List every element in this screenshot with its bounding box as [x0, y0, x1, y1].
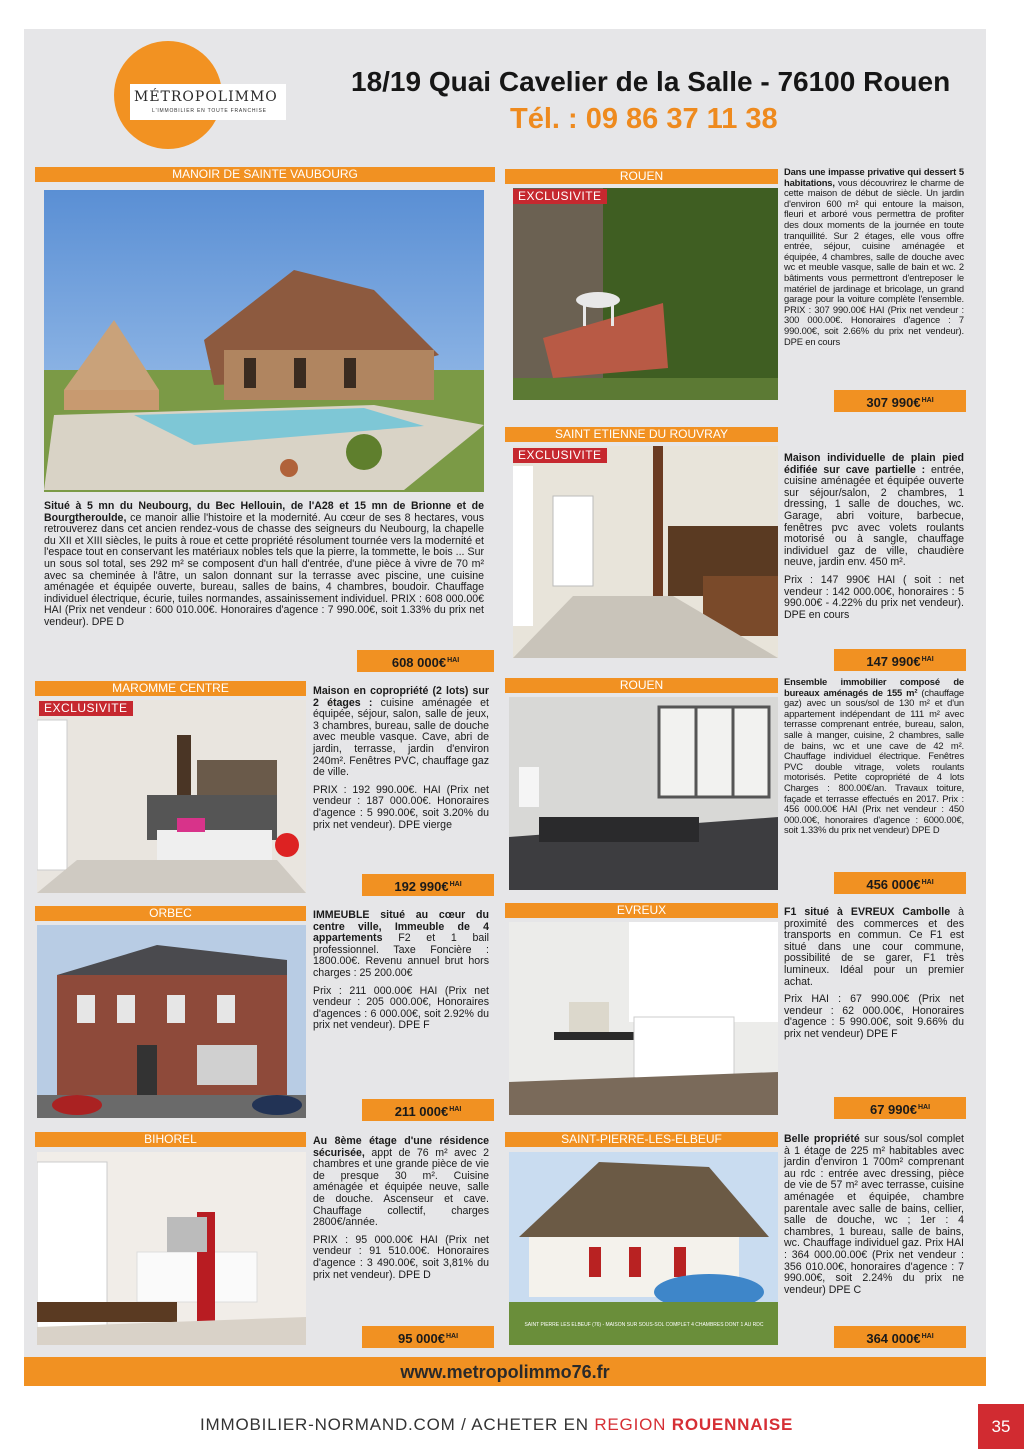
price-bihorel: [362, 1326, 494, 1348]
price-orbec: [362, 1099, 494, 1121]
price-suffix: HAI: [921, 1333, 934, 1340]
website-link[interactable]: www.metropolimmo76.fr: [400, 1362, 610, 1382]
footer-region: REGION: [594, 1415, 667, 1434]
price-rouen-1: [834, 390, 966, 412]
desc-text: appt de 76 m² avec 2 chambres et une grande pièce de vie de presque 30 m². Cuisine aménagée et équipée neuve, salle de douche. Ascenseur et cave. Chauffage collectif, charges 2800€/année.: [313, 1146, 489, 1229]
price-value: 211 000€: [394, 1104, 449, 1119]
listing-location-maromme: MAROMME CENTRE: [35, 681, 306, 696]
photo-rouen-offices[interactable]: [509, 697, 778, 890]
footer-site-name[interactable]: IMMOBILIER-NORMAND.COM: [200, 1415, 456, 1434]
desc-text: cuisine aménagée et équipée, séjour, salon, salle de jeux, 3 chambres, bureau, salle de douche avec meuble vasque. Cave, abri de jardin, terrasse, jardin d'environ 240m². Fenêtres PVC, chauffage gaz de ville.: [313, 696, 489, 779]
listing-location-saint-pierre: SAINT-PIERRE-LES-ELBEUF: [505, 1132, 778, 1147]
badge-exclusivite-saint-etienne: EXCLUSIVITE: [513, 448, 607, 463]
desc-bold: Ensemble immobilier composé de bureaux aménagés de 155 m²: [784, 676, 964, 698]
desc-bold: Au 8ème étage d'une résidence sécurisée,: [313, 1135, 489, 1159]
listing-location-saint-etienne: SAINT ETIENNE DU ROUVRAY: [505, 427, 778, 442]
photo-maromme[interactable]: [37, 700, 306, 893]
manoir-image: [44, 190, 484, 492]
price-suffix: HAI: [449, 1106, 462, 1113]
price-saint-etienne: [834, 649, 966, 671]
logo-name: MÉTROPOLIMMO: [134, 89, 278, 105]
desc-text: ce manoir allie l'histoire et la modernité. Au cœur de ses 8 hectares, vous retrouverez dans cet ancien rendez-vous de chasse des seigneurs du Neubourg, la chapelle du XII et XIII siècles, le puits à roue et cette propriété résolument tournée vers la modernité et l'espace tout en conservant les matériaux nobles tels que la pierre, la tommette, le bois ... Sur un sous sol total, ses 292 m² se composent d'un hall d'entrée, d'une pièce à vivre de 70 m² avec sa cheminée à l'âtre, un salon donnant sur la terrasse avec piscine, une cuisine aménagée et équipée ouverte, bureau, salles de bains, 4 chambres, boudoir. Chauffage individuel électrique, écurie, tuiles normandes, assainissement individuel. PRIX : 608 000.00€ HAI (Prix net vendeur : 600 010.00€. Honoraires d'agence : 7 990.00€, soit 1.33% du prix net vendeur). DPE D: [44, 511, 484, 628]
studio-image: [509, 922, 778, 1115]
price-saint-pierre: [834, 1326, 966, 1348]
page-footer-caption: [200, 1415, 793, 1435]
desc-bold: Maison en copropriété (2 lots) sur 2 étages :: [313, 685, 489, 709]
photo-orbec[interactable]: [37, 925, 306, 1118]
listing-desc-rouen-1: [784, 167, 964, 347]
price-value: 192 990€: [394, 879, 449, 894]
desc-price-text: Prix HAI : 67 990.00€ (Prix net vendeur : 62 000.00€, Honoraires d'agence : 5 990.00€, soit 9.66% du prix net vendeur) DPE F: [784, 993, 964, 1040]
listing-location-orbec: ORBEC: [35, 906, 306, 921]
photo-saint-etienne[interactable]: [513, 446, 778, 658]
price-suffix: HAI: [921, 879, 934, 886]
listing-location-rouen-1: ROUEN: [505, 169, 778, 184]
kitchen-image: [513, 446, 778, 658]
price-maromme: [362, 874, 494, 896]
desc-bold: Maison individuelle de plain pied édifiée sur cave partielle :: [784, 452, 964, 476]
desc-bold: Belle propriété: [784, 1133, 860, 1145]
desc-price-text: Prix : 211 000.00€ HAI (Prix net vendeur : 205 000.00€, Honoraires d'agences : 6 000.00€, soit 2.92% du prix net vendeur). DPE F: [313, 984, 489, 1032]
thatched-house-image: [509, 1152, 778, 1345]
desc-price-text: PRIX : 307 990.00€ HAI (Prix net vendeur : 300 000.00€. Honoraires d'agence : 7 990.00€, soit 2.66% du prix net vendeur). DPE en cours: [784, 303, 964, 347]
price-suffix: HAI: [445, 1333, 459, 1340]
price-evreux: [834, 1097, 966, 1119]
badge-exclusivite-rouen-1: EXCLUSIVITE: [513, 189, 607, 204]
listing-desc-rouen-2: [784, 677, 964, 836]
footer-region-name: ROUENNAISE: [671, 1415, 794, 1434]
photo-bihorel[interactable]: [37, 1152, 306, 1345]
listing-desc-sainte-vaubourg: [44, 501, 484, 629]
listing-location-sainte-vaubourg: MANOIR DE SAINTE VAUBOURG: [35, 167, 495, 182]
garden-image: [513, 188, 778, 400]
price-sainte-vaubourg: [357, 650, 494, 672]
price-value: 608 000€: [391, 655, 447, 670]
footer-separator: / ACHETER EN: [455, 1415, 595, 1434]
photo-caption-saint-pierre: SAINT PIERRE LES ELBEUF (76) - MAISON SUR SOUS-SOL COMPLET 4 CHAMBRES DONT 1 AU RDC: [524, 1322, 764, 1328]
listing-desc-evreux: [784, 907, 964, 1041]
office-image: [509, 697, 778, 890]
price-suffix: HAI: [921, 397, 934, 404]
listing-location-bihorel: BIHOREL: [35, 1132, 306, 1147]
listing-desc-saint-etienne: [784, 453, 964, 621]
desc-price-text: Prix HAI : 364 000.00.00€ (Prix net vendeur : 356 010.00€, honoraires d'agence : 7 990.00€, soit 2.24% du prix ne vendeur) DPE C: [784, 1237, 964, 1296]
badge-exclusivite-maromme: EXCLUSIVITE: [39, 701, 133, 716]
photo-manoir[interactable]: [44, 190, 484, 492]
agency-address: 18/19 Quai Cavelier de la Salle - 76100 Rouen: [351, 66, 951, 97]
desc-price-text: Prix : 147 990€ HAI ( soit : net vendeur : 142 000.00€, honoraires : 5 990.00€ - 4.22% du prix net vendeur). DPE en cours: [784, 573, 964, 621]
price-value: 307 990€: [866, 395, 921, 410]
desc-bold: IMMEUBLE situé au cœur du centre ville, Immeuble de 4 appartements: [313, 909, 489, 945]
listing-desc-orbec: [313, 910, 489, 1032]
price-value: 456 000€: [866, 877, 921, 892]
listing-desc-bihorel: [313, 1136, 489, 1281]
price-value: 95 000€: [397, 1331, 445, 1346]
price-suffix: HAI: [449, 881, 462, 888]
price-value: 67 990€: [869, 1102, 917, 1117]
agency-phone[interactable]: Tél. : 09 86 37 11 38: [510, 103, 778, 135]
desc-text: sur sous/sol complet à 1 étage de 225 m² habitables avec jardin d'environ 1 700m² comprenant au rdc : entrée avec dressing, pièce de vie de 57 m² avec terrasse, cuisine aménagée et équipée, chambre parentale avec salle de bains, cellier, salle de douche, wc ; 1er : 4 chambres, 1 bureau, salle de bains, wc. Chauffage individuel gaz.: [784, 1133, 965, 1250]
footer-bar: [24, 1357, 986, 1386]
listing-location-evreux: EVREUX: [505, 903, 778, 918]
desc-text: (chauffage gaz) avec un sous/sol de 130 m² et d'un appartement indépendant de 111 m² avec terrasse comprenant entrée, bureau, salon, salle à manger, cuisine, 2 chambres, salle de bains, wc et une cave de 42 m². Chauffage individuel électrique. Fenêtres PVC double vitrage, volets roulants motorisés. Petite copropriété de 4 lots Charges : 800.00€/an. Travaux toiture, façade et terrasse effectués en 2017. Prix : 456 000.00€ HAI (Prix net vendeur : 450 000.00€, honoraires d'agence : 6000.00€, soit 1.33% du prix net vendeur) DPE D: [784, 686, 964, 836]
desc-price-text: PRIX : 95 000.00€ HAI (Prix net vendeur : 91 510.00€. Honoraires d'agence : 3 490.00€, soit 3,81% du prix net vendeur). DPE D: [313, 1233, 489, 1281]
listing-desc-saint-pierre: [784, 1134, 964, 1296]
photo-rouen-garden[interactable]: [513, 188, 778, 400]
desc-text: vous découvrirez le charme de cette maison de début de siècle. Un jardin d'environ 600 m² qui entoure la maison, fleuri et arboré vous permettra de profiter des doux moments de la journée en toute tranquillité. Sur 2 étages, elle vous offre entrée, séjour, cuisine aménagée et équipée, 4 chambres, salle de douche avec wc et meuble vasque, salle de bain et wc. 2 bâtiments vous permettront d'entreposer le matériel de jardinage et bricolage, un grand garage pour la voiture complète l'ensemble.: [784, 176, 964, 305]
desc-text: entrée, cuisine aménagée et équipée ouverte sur séjour/salon, 2 chambres, 1 dressing, 1 salle de douches, wc. Garage, abri voiture, barbecue, fenêtres pvc avec volets roulants motorisé ou à sangle, chauffage individuel gaz de ville, chaudière neuve, jardin env. 450 m².: [784, 463, 964, 569]
desc-price-text: PRIX : 192 990.00€. HAI (Prix net vendeur : 187 000.00€. Honoraires d'agence : 5 990.00€, soit 3.20% du prix net vendeur). DPE vierge: [313, 783, 489, 831]
logo-tagline: L'IMMOBILIER EN TOUTE FRANCHISE: [152, 108, 267, 114]
photo-saint-pierre[interactable]: [509, 1152, 778, 1345]
price-suffix: HAI: [917, 1104, 931, 1111]
price-suffix: HAI: [447, 657, 460, 664]
price-rouen-2: [834, 872, 966, 894]
living-room-image: [37, 700, 306, 893]
price-value: 147 990€: [866, 654, 921, 669]
listing-location-rouen-2: ROUEN: [505, 678, 778, 693]
photo-evreux[interactable]: [509, 922, 778, 1115]
desc-text: à proximité des commerces et des transports en commun. Ce F1 est situé dans une cour commune, possibilité de se garer, F1 très lumineux. Idéal pour un premier achat.: [784, 906, 964, 988]
desc-bold: F1 situé à EVREUX Cambolle: [784, 906, 951, 918]
desc-bold: Situé à 5 mn du Neubourg, du Bec Hellouin, de l'A28 et 15 mn de Brionne et de Bourgtheroulde,: [44, 500, 484, 524]
building-image: [37, 925, 306, 1118]
desc-bold: Dans une impasse privative qui dessert 5 habitations,: [784, 166, 964, 188]
listing-desc-maromme: [313, 686, 489, 831]
price-suffix: HAI: [921, 656, 934, 663]
price-value: 364 000€: [866, 1331, 921, 1346]
desc-text: F2 et 1 bail professionnel. Taxe Foncière : 1800.00€. Revenu annuel brut hors charges : 25 200.00€: [313, 932, 489, 979]
page-number: 35: [978, 1404, 1024, 1449]
logo[interactable]: [130, 84, 286, 120]
apartment-image: [37, 1152, 306, 1345]
